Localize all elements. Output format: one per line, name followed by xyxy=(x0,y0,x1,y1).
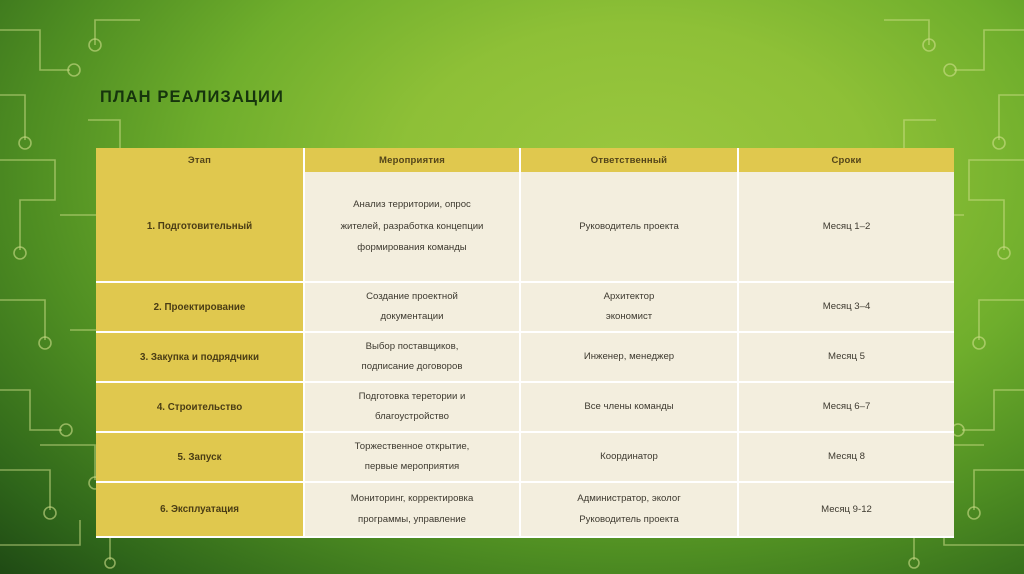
cell-stage: 4. Строительство xyxy=(96,382,304,432)
cell-deadline xyxy=(738,432,954,482)
cell-line: Торжественное открытие, xyxy=(354,440,470,452)
cell-line: Анализ территории, опрос xyxy=(353,199,471,211)
cell-line: экономист xyxy=(605,311,653,322)
cell-line: Мониторинг, корректировка xyxy=(350,493,474,505)
cell-line: жителей, разработка концепции xyxy=(340,220,484,232)
cell-activities xyxy=(304,282,520,332)
cell-line: первые мероприятия xyxy=(364,461,460,472)
cell-line: Месяц 5 xyxy=(828,351,865,363)
cell-line: Все члены команды xyxy=(584,401,674,413)
cell-line: Месяц 6–7 xyxy=(822,401,871,413)
cell-line: формирования команды xyxy=(357,242,467,254)
cell-line: Месяц 1–2 xyxy=(822,220,871,232)
cell-responsible xyxy=(520,432,738,482)
cell-line: Месяц 3–4 xyxy=(822,301,871,313)
cell-line: Подготовка теретории и xyxy=(358,390,466,402)
cell-deadline xyxy=(738,482,954,537)
cell-line: подписание договоров xyxy=(361,361,463,372)
column-header-stage: Этап xyxy=(96,148,304,172)
cell-stage: 5. Запуск xyxy=(96,432,304,482)
cell-activities xyxy=(304,172,520,282)
cell-line: Выбор поставщиков, xyxy=(365,340,459,352)
table-row xyxy=(96,432,954,482)
cell-responsible xyxy=(520,282,738,332)
cell-stage: 2. Проектирование xyxy=(96,282,304,332)
table-row xyxy=(96,382,954,432)
page-title: ПЛАН РЕАЛИЗАЦИИ xyxy=(100,88,284,106)
cell-line: Координатор xyxy=(600,451,658,463)
cell-activities xyxy=(304,332,520,382)
column-header-activities: Мероприятия xyxy=(304,148,520,172)
cell-stage: 6. Эксплуатация xyxy=(96,482,304,537)
cell-line: Руководитель проекта xyxy=(579,220,679,232)
cell-deadline xyxy=(738,332,954,382)
cell-line: программы, управление xyxy=(358,513,466,525)
cell-line: Руководитель проекта xyxy=(579,513,679,525)
table-row xyxy=(96,332,954,382)
column-header-responsible: Ответственный xyxy=(520,148,738,172)
table-row xyxy=(96,172,954,282)
table-row xyxy=(96,282,954,332)
cell-responsible xyxy=(520,482,738,537)
cell-line: Архитектор xyxy=(603,290,655,302)
cell-deadline xyxy=(738,172,954,282)
cell-responsible xyxy=(520,382,738,432)
cell-line: Администратор, эколог xyxy=(577,493,681,505)
cell-line: Месяц 8 xyxy=(828,451,865,463)
cell-activities xyxy=(304,482,520,537)
cell-deadline xyxy=(738,282,954,332)
cell-activities xyxy=(304,382,520,432)
cell-stage: 3. Закупка и подрядчики xyxy=(96,332,304,382)
cell-line: Инженер, менеджер xyxy=(583,351,675,363)
cell-line: документации xyxy=(380,311,444,322)
column-header-deadline: Сроки xyxy=(738,148,954,172)
cell-responsible xyxy=(520,332,738,382)
implementation-plan-table xyxy=(96,148,954,538)
cell-line: Создание проектной xyxy=(366,290,458,302)
cell-responsible xyxy=(520,172,738,282)
cell-deadline xyxy=(738,382,954,432)
cell-line: благоустройство xyxy=(375,411,449,422)
table-row xyxy=(96,482,954,537)
cell-stage: 1. Подготовительный xyxy=(96,172,304,282)
cell-activities xyxy=(304,432,520,482)
cell-line: Месяц 9-12 xyxy=(821,503,872,515)
table-header-row xyxy=(96,148,954,172)
